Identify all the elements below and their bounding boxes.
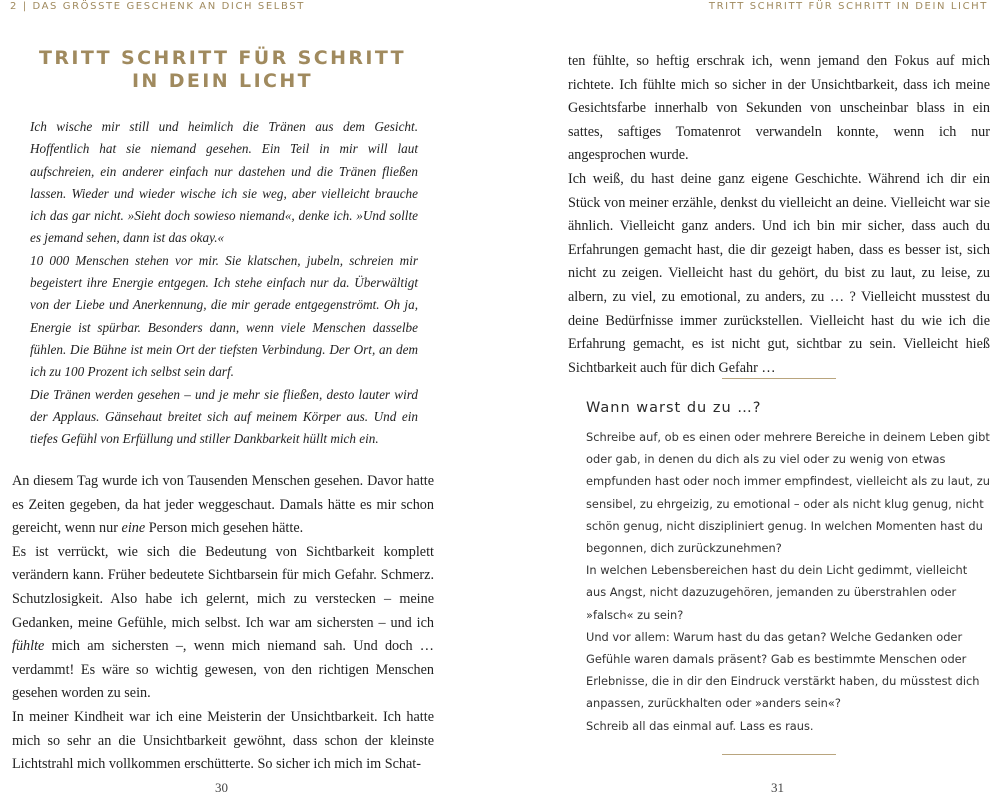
emphasis: fühlte — [12, 638, 45, 655]
body-paragraph: ten fühlte, so heftig erschrak ich, wenn jemand den Fokus auf mich richtete. Ich fühlte mich so sicher in der Unsichtbarkeit, dass ich meine Gesichtsfarbe innerhalb von Sekunden von unscheinbar blass in ein sattes, saftiges Tomatenrot verwandeln konnte, wenn ich nur angesprochen wurde. — [568, 53, 990, 164]
exercise-paragraph: Schreibe auf, ob es einen oder mehrere Bereiche in deinem Leben gibt oder gab, in denen du dich als zu viel oder zu wenig von etwas empfunden hast oder noch immer empfindest, vielleicht als zu laut, zu sensibel, zu ehrgeizig, zu emotional – oder als nicht klug genug, nicht schön genug, nicht diszipliniert genug. In welchen Momenten hast du begonnen, dich zurückzunehmen? — [586, 430, 990, 556]
page-number-left: 30 — [215, 780, 228, 795]
text-run: Es ist verrückt, wie sich die Bedeutung von Sichtbarkeit komplett verändern kann. Früher bedeutete Sichtbarsein für mich Gefahr. Schmerz. Schutzlosigkeit. Also habe ich gelernt, mich zu verstecken – meine Gedanken, meine Gefühle, mich selbst. Ich war am sichersten – und ich — [12, 543, 434, 631]
body-paragraph: Ich weiß, du hast deine ganz eigene Geschichte. Während ich dir ein Stück von meiner erzähle, denkst du vielleicht an deine. Vielleicht war sie ähnlich. Vielleicht ganz anders. Und ich bin mir sicher, dass auch du Erfahrungen gemacht hast, die dir gezeigt haben, dass es besser ist, sich nicht zu zeigen. Vielleicht hast du gehört, du bist zu laut, zu leise, zu albern, zu viel, zu emotional, zu anders, zu … ? Vielleicht musstest du deine Bedürfnisse immer zurückstellen. Vielleicht hast du wie ich die Erfahrung gemacht, es ist nicht gut, sichtbar zu sein. Vielleicht hieß Sichtbarkeit auch für dich Gefahr … — [568, 170, 990, 376]
text-run: An diesem Tag wurde ich von Tausenden Menschen gesehen. Davor hatte es Zeiten gegeben, da hat jeder weggeschaut. Damals hätte es mir schon gereicht, wenn nur — [12, 473, 434, 537]
right-page — [500, 0, 1000, 800]
intro-paragraph: Die Tränen werden gesehen – und je mehr sie fließen, desto lauter wird der Applaus. Gänsehaut breitet sich auf meinem Körper aus. Und ein tiefes Gefühl von Erfüllung und stiller Dankbarkeit hüllt mich ein. — [30, 386, 418, 447]
exercise-paragraph: Und vor allem: Warum hast du das getan? Welche Gedanken oder Gefühle waren damals präsent? Gab es bestimmte Menschen oder Erlebnisse, die in dir den Eindruck verstärkt haben, du müsstest dich anpassen, zurückhalten oder »anders sein«? — [586, 629, 980, 711]
emphasis: eine — [121, 520, 146, 537]
intro-paragraph: Ich wische mir still und heimlich die Tränen aus dem Gesicht. Hoffentlich hat sie niemand gesehen. Ein Teil in mir will laut aufschreien, ein anderer einfach nur dastehen und die Tränen fließen lassen. Wieder und wieder wische ich sie weg, aber vielleicht brauche ich das gar nicht. »Sieht doch sowieso niemand«, denke ich. »Und sollte es jemand sehen, dann ist das okay.« — [30, 119, 418, 246]
body-paragraph: In meiner Kindheit war ich eine Meisterin der Unsichtbarkeit. Ich hatte mich so sehr an die Unsichtbarkeit gewöhnt, dass schon der kleinste Lichtstrahl mich vollkommen erschütterte. So sicher ich mich im Schat- — [12, 708, 434, 773]
chapter-title-line-2: IN DEIN LICHT — [131, 70, 314, 92]
section-divider-top — [722, 378, 836, 379]
running-head-right: TRITT SCHRITT FÜR SCHRITT IN DEIN LICHT — [708, 1, 988, 12]
text-run: mich am sichersten –, wenn mich niemand sah. Und doch … verdammt! Es wäre so wichtig gewesen, von den richtigen Menschen gesehen worden zu sein. — [12, 638, 434, 702]
body-text-right — [568, 50, 990, 380]
text-run: Person mich gesehen hätte. — [145, 520, 304, 537]
chapter-title-line-1: TRITT SCHRITT FÜR SCHRITT — [38, 47, 407, 69]
body-paragraph — [12, 470, 434, 541]
page-number-right: 31 — [771, 780, 784, 795]
chapter-title — [0, 47, 445, 93]
body-paragraph — [12, 541, 434, 706]
intro-italic-text — [30, 116, 418, 450]
exercise-title: Wann warst du zu …? — [586, 400, 762, 416]
section-divider-bottom — [722, 754, 836, 755]
running-head-left: 2 | DAS GRÖSSTE GESCHENK AN DICH SELBST — [10, 1, 305, 12]
exercise-box — [586, 426, 990, 737]
exercise-paragraph: In welchen Lebensbereichen hast du dein Licht gedimmt, vielleicht aus Angst, nicht dazuzugehören, jemanden zu überstrahlen oder »falsch« zu sein? — [586, 563, 968, 622]
intro-paragraph: 10 000 Menschen stehen vor mir. Sie klatschen, jubeln, schreien mir begeistert ihre Energie entgegen. Ich stehe einfach nur da. Überwältigt von der Liebe und Anerkennung, die mir gerade entgegenströmt. Oh ja, Energie ist spürbar. Besonders dann, wenn viele Menschen dasselbe fühlen. Die Bühne ist mein Ort der tiefsten Verbindung. Der Ort, an dem ich zu 100 Prozent ich selbst sein darf. — [30, 252, 418, 380]
exercise-paragraph: Schreib all das einmal auf. Lass es raus. — [586, 718, 814, 733]
body-text-left — [12, 470, 434, 777]
